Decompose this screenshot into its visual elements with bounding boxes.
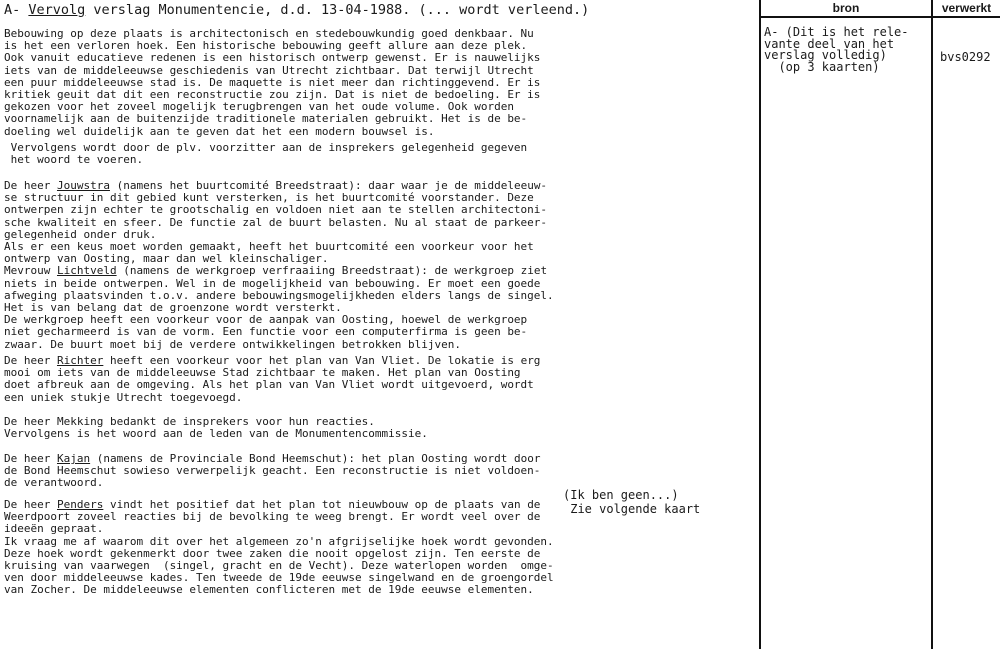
column-divider-right xyxy=(931,0,933,649)
speaker-rest: (namens de Provinciale Bond Heemschut): het plan Oosting wordt door xyxy=(90,452,541,465)
speaker-prefix: De heer xyxy=(4,452,57,465)
speaker-name: Richter xyxy=(56,354,104,367)
paragraph-richter xyxy=(4,355,540,404)
bron-line: vante deel van het xyxy=(764,36,895,51)
continuation-note xyxy=(563,488,700,516)
text-line: Het is van belang dat de groenzone wordt versterkt. xyxy=(4,301,342,315)
title-underlined: Vervolg xyxy=(28,2,86,18)
speaker-name: Lichtveld xyxy=(56,264,117,278)
title-prefix: A- xyxy=(4,2,29,18)
text-line: voornamelijk aan de buitenzijde traditionele materialen gebruikt. Het is de be- xyxy=(4,112,528,126)
paragraph-kajan xyxy=(4,453,540,490)
text-line: mooi om iets van de middeleeuwse Stad zichtbaar te maken. Het plan van Oosting xyxy=(4,366,521,380)
speaker-prefix: Mevrouw xyxy=(4,264,57,278)
text-line: Weerdpoort zoveel reacties bij de bevolking te weeg brengt. Er wordt veel over de xyxy=(4,510,541,524)
document-title xyxy=(4,2,589,18)
bron-line: (op 3 kaarten) xyxy=(764,59,880,74)
speaker-prefix: De heer xyxy=(4,498,57,511)
text-line: De heer Mekking bedankt de insprekers voor hun reacties. xyxy=(4,415,375,428)
header-divider xyxy=(759,16,1000,18)
text-line: de Bond Heemschut sowieso verwerpelijk geacht. Een reconstructie is niet voldoen- xyxy=(4,464,541,478)
text-line: niets in beide ontwerpen. Wel in de mogelijkheid van bebouwing. Er moet een goede xyxy=(4,276,541,290)
text-line: se structuur in dit gebied kunt versterken, is het buurtcomité voorstander. Deze xyxy=(4,191,534,205)
bron-line: A- (Dit is het rele- xyxy=(764,25,909,39)
text-line: doeling wel duidelijk aan te geven dat het een modern bouwsel is. xyxy=(4,124,435,138)
text-line: een uniek stukje Utrecht toegevoegd. xyxy=(4,390,243,404)
text-line: Deze hoek wordt gekenmerkt door twee zaken die nooit opgelost zijn. Ten eerste de xyxy=(4,546,541,560)
text-line: kruising van vaarwegen (singel, gracht en de Vecht). Deze waterlopen worden omge- xyxy=(4,559,554,573)
text-line: ontwerp van Oosting, maar dan wel kleinschaliger. xyxy=(4,252,329,266)
speaker-rest: vindt het positief dat het plan tot nieuwbouw op de plaats van de xyxy=(103,498,541,511)
text-line: Ik vraag me af waarom dit over het algemeen zo'n afgrijselijke hoek wordt gevonden. xyxy=(4,534,554,548)
text-line: iets van de middeleeuwse geschiedenis van Utrecht zichtbaar. Dat terwijl Utrecht xyxy=(4,63,534,77)
text-line: ontwerpen zijn echter te grootschalig en voldoen niet aan te stellen architectoni- xyxy=(4,203,548,217)
text-line: de verantwoord. xyxy=(4,476,104,490)
speaker-rest: (namens het buurtcomité Breedstraat): daar waar je de middeleeuw- xyxy=(109,179,548,192)
text-line: zwaar. De buurt moet bij de verdere ontwikkelingen betrokken blijven. xyxy=(4,337,461,351)
speaker-name: Penders xyxy=(56,498,104,511)
text-line: Vervolgens wordt door de plv. voorzitter aan de insprekers gelegenheid gegeven xyxy=(4,141,528,154)
text-line: sche kwaliteit en sfeer. De functie zal de buurt belasten. Nu al staat de parkeer- xyxy=(4,215,548,229)
paragraph-penders xyxy=(4,499,554,597)
text-line: Bebouwing op deze plaats is architectonisch en stedebouwkundig goed denkbaar. Nu xyxy=(4,27,534,40)
bron-header: bron xyxy=(832,1,860,15)
speaker-prefix: De heer xyxy=(4,354,57,367)
text-line: Ook vanuit educatieve redenen is een historisch ontwerp gewenst. Er is nauwelijks xyxy=(4,51,541,65)
speaker-name: Kajan xyxy=(56,452,91,465)
paragraph-jouwstra xyxy=(4,180,554,351)
text-line: Vervolgens is het woord aan de leden van de Monumentencommissie. xyxy=(4,427,428,441)
text-line: een puur middeleeuwse stad is. De maquette is niet meer dan richtinggevend. Er is xyxy=(4,75,541,89)
column-divider-left xyxy=(759,0,761,649)
text-line: ideeën gepraat. xyxy=(4,522,104,536)
text-line: niet gecharmeerd is van de vorm. Een functie voor een computerfirma is geen be- xyxy=(4,325,528,339)
text-line: gelegenheid onder druk. xyxy=(4,227,157,241)
text-line: gekozen voor het zoveel mogelijk terugbrengen van het oude volume. Ook worden xyxy=(4,100,514,114)
bron-line: verslag volledig) xyxy=(764,48,887,62)
paragraph-chair xyxy=(4,142,527,166)
text-line: ven door middeleeuwse kades. Ten tweede de 19de eeuwse singelwand en de groengordel xyxy=(4,571,554,585)
note-line: Zie volgende kaart xyxy=(563,502,701,516)
text-line: van Zocher. De middeleeuwse elementen conflicteren met de 19de eeuwse elementen. xyxy=(4,583,534,597)
text-line: afweging plaatsvinden t.o.v. andere bebouwingsmogelijkheden elders langs de singel. xyxy=(4,288,554,302)
verwerkt-header: verwerkt xyxy=(941,1,992,15)
text-line xyxy=(4,265,554,277)
title-rest: verslag Monumentencie, d.d. 13-04-1988. (... wordt verleend.) xyxy=(85,2,590,18)
paragraph-architect xyxy=(4,28,540,138)
text-line: doet afbreuk aan de omgeving. Als het plan van Van Vliet wordt uitgevoerd, wordt xyxy=(4,378,534,392)
verwerkt-code: bvs0292 xyxy=(940,50,991,64)
speaker-prefix: De heer xyxy=(4,179,57,192)
text-line: het woord te voeren. xyxy=(4,153,144,167)
text-line: kritiek geuit dat dit een reconstructie zou zijn. Dat is niet de bedoeling. Er is xyxy=(4,88,541,102)
bron-note xyxy=(764,27,909,73)
note-line: (Ik ben geen...) xyxy=(563,488,679,502)
speaker-name: Jouwstra xyxy=(56,179,110,192)
text-line: Als er een keus moet worden gemaakt, heeft het buurtcomité een voorkeur voor het xyxy=(4,240,534,254)
speaker-rest: (namens de werkgroep verfraaiing Breedstraat): de werkgroep ziet xyxy=(116,264,548,278)
text-line: De werkgroep heeft een voorkeur voor de aanpak van Oosting, hoewel de werkgroep xyxy=(4,313,528,327)
paragraph-mekking xyxy=(4,416,428,440)
text-line: is het een verloren hoek. Een historische bebouwing geeft allure aan deze plek. xyxy=(4,39,528,53)
speaker-rest: heeft een voorkeur voor het plan van Van Vliet. De lokatie is erg xyxy=(103,354,541,367)
